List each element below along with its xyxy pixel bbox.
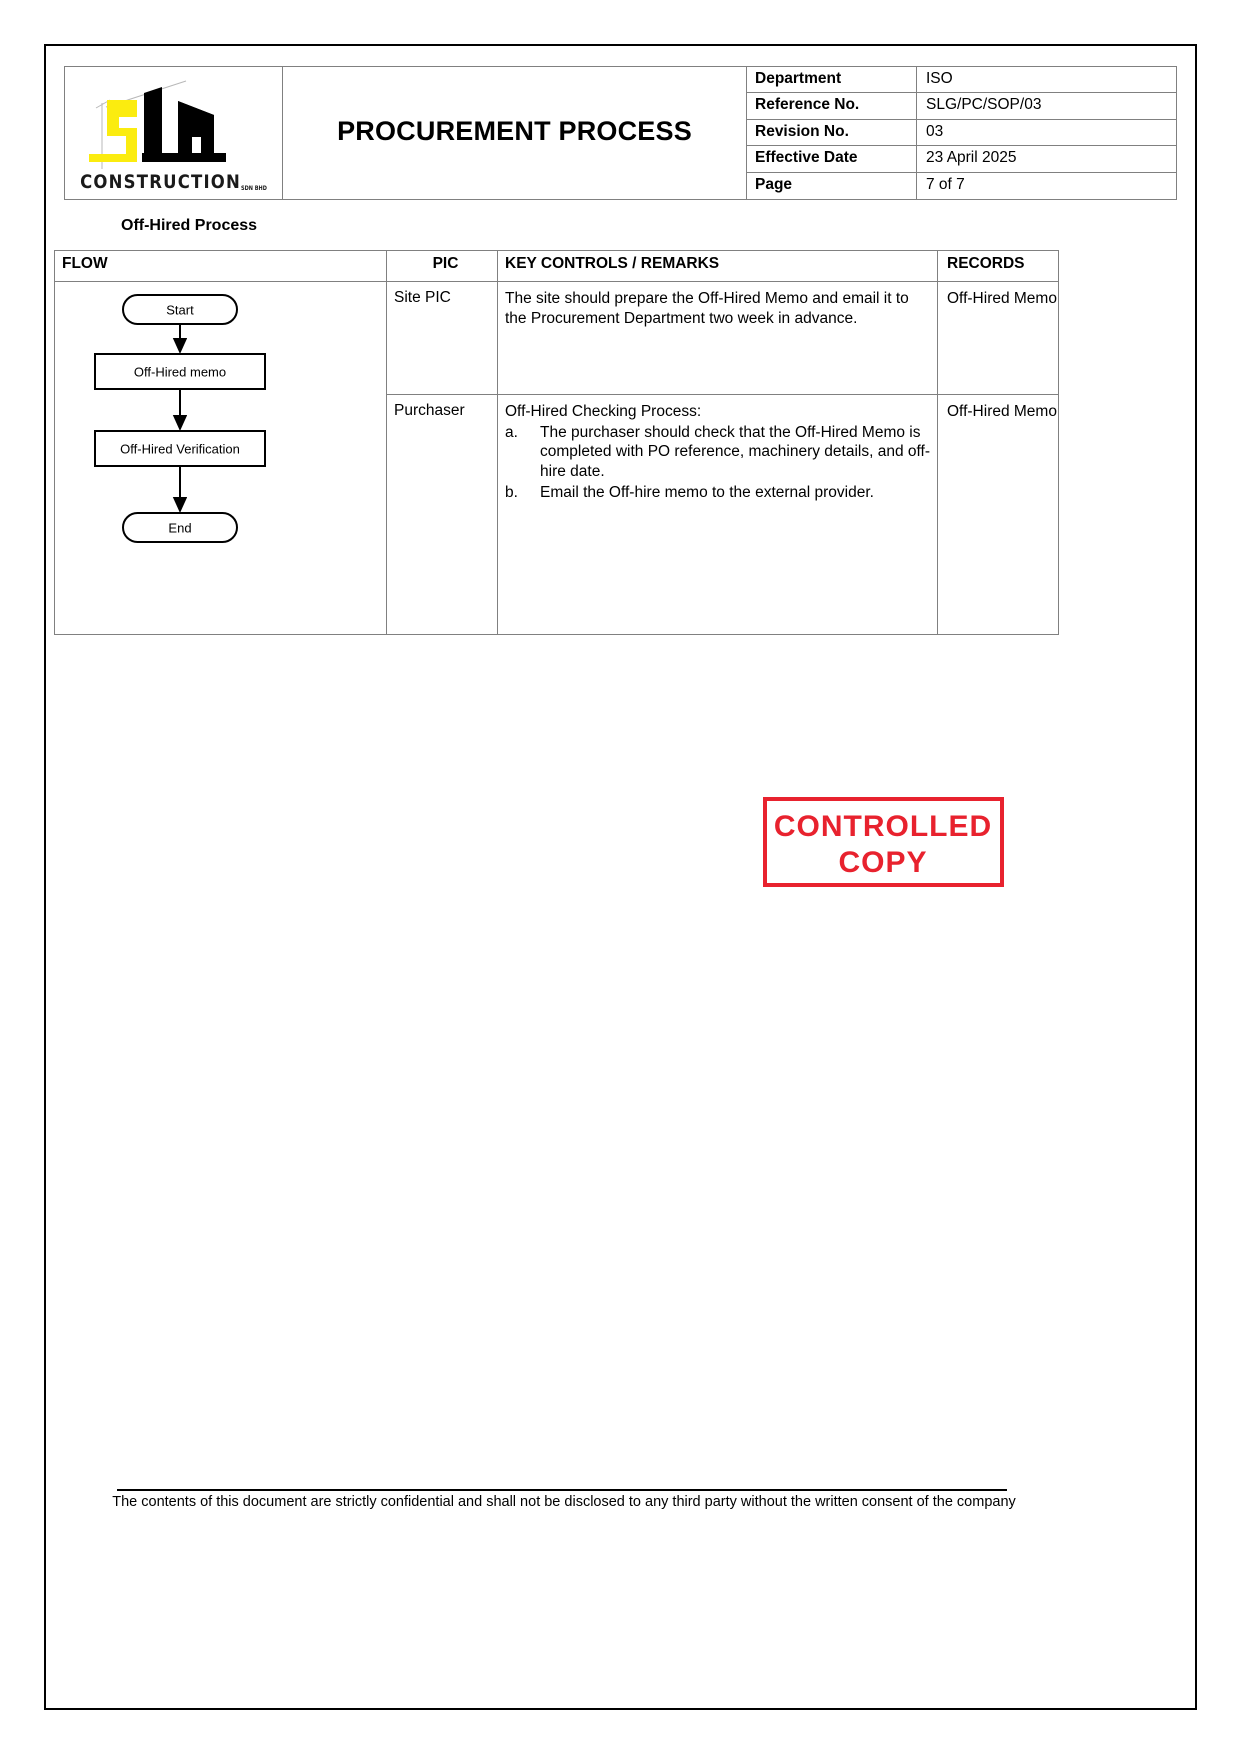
meta-key: Reference No. [747, 93, 917, 118]
meta-key: Revision No. [747, 120, 917, 145]
logo-subtitle-mark: SDN BHD [241, 185, 267, 193]
key-controls-list [505, 423, 931, 503]
cell-records: Off-Hired Memo [938, 395, 1059, 635]
list-item [505, 423, 931, 482]
key-controls-text: The site should prepare the Off-Hired Memo and email it to the Procurement Department two week in advance. [505, 290, 909, 327]
list-item-marker: a. [505, 423, 518, 441]
cell-records: Off-Hired Memo [938, 282, 1059, 395]
meta-row-reference-no [747, 93, 1176, 119]
controlled-copy-stamp [762, 796, 1005, 888]
stamp-line-2: COPY [838, 846, 928, 879]
flow-node-memo-label: Off-Hired memo [133, 364, 227, 380]
cell-pic: Purchaser [387, 395, 498, 635]
table-row [55, 282, 1059, 395]
meta-value: 03 [926, 122, 944, 140]
stamp-line-1: CONTROLLED [773, 810, 993, 843]
document-title-cell [283, 67, 747, 199]
meta-value: ISO [926, 70, 953, 87]
meta-key: Department [747, 67, 917, 92]
column-header-pic: PIC [387, 251, 498, 282]
slg-construction-logo [74, 73, 274, 193]
list-item-text: The purchaser should check that the Off-Hired Memo is completed with PO reference, machinery details, and off-hire date. [540, 423, 930, 481]
meta-row-revision-no [747, 120, 1176, 146]
page-title: PROCUREMENT PROCESS [337, 115, 692, 146]
footer-divider [117, 1489, 1007, 1491]
meta-row-department [747, 67, 1176, 93]
column-header-flow: FLOW [55, 251, 387, 282]
logo-subtitle [74, 171, 274, 193]
flow-node-verify-label: Off-Hired Verification [120, 441, 240, 457]
column-header-key-controls: KEY CONTROLS / REMARKS [498, 251, 938, 282]
meta-value: 23 April 2025 [926, 149, 1017, 167]
meta-key: Page [747, 173, 917, 199]
cell-pic: Site PIC [387, 282, 498, 395]
logo-subtitle-text: CONSTRUCTION [80, 170, 242, 193]
flowchart-svg [55, 282, 385, 634]
meta-value: SLG/PC/SOP/03 [926, 96, 1042, 114]
table-header-row [55, 251, 1059, 282]
flowchart-cell [55, 282, 387, 635]
flowchart [55, 282, 386, 634]
flow-node-end-label: End [168, 520, 192, 536]
cell-key-controls [498, 282, 938, 395]
meta-value: 7 of 7 [926, 175, 965, 193]
list-item-marker: b. [505, 483, 518, 501]
key-controls-heading: Off-Hired Checking Process: [505, 403, 702, 420]
section-title: Off-Hired Process [121, 217, 258, 234]
list-item [505, 483, 931, 503]
cell-key-controls [498, 395, 938, 635]
flow-node-start-label: Start [166, 302, 194, 318]
meta-row-page [747, 173, 1176, 199]
procedure-table [54, 250, 1059, 635]
list-item-text: Email the Off-hire memo to the external provider. [540, 483, 874, 501]
footer-confidentiality-note: The contents of this document are strictly confidential and shall not be disclosed to any third party without the written consent of the company [112, 1494, 1016, 1510]
logo-cell [65, 67, 283, 199]
document-meta-table [747, 67, 1176, 199]
meta-row-effective-date [747, 146, 1176, 172]
stamp-icon [762, 796, 1005, 888]
column-header-records: RECORDS [938, 251, 1059, 282]
meta-key: Effective Date [747, 146, 917, 171]
document-header [64, 66, 1177, 200]
